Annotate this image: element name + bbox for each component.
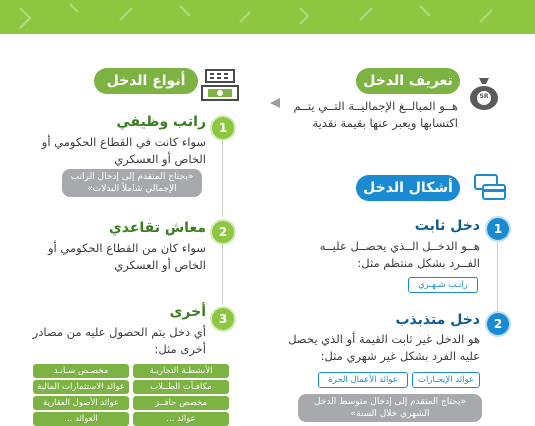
tag-partial-2: العوائد ... bbox=[33, 412, 129, 426]
tag-incentive-allowance: مخصص حافــز bbox=[133, 396, 229, 410]
salary-line-1: سواء كانت في القطاع الحكومي أو bbox=[41, 135, 206, 149]
other-line-2: أخرى مثل: bbox=[154, 342, 206, 356]
header-pattern bbox=[0, 0, 535, 34]
fixed-income-line-2: الفــرد بشكل منتظم مثل: bbox=[357, 256, 480, 270]
currency-label: SR bbox=[479, 93, 489, 100]
cash-register-icon bbox=[200, 68, 240, 104]
salary-line-2: الخاص أو العسكري bbox=[114, 152, 206, 166]
types-title: أنواع الدخل bbox=[94, 68, 198, 94]
definition-line-2: اكتسابها ويعبر عنها بقيمة نقدية bbox=[312, 116, 458, 130]
divider bbox=[222, 141, 223, 217]
variable-income-line-1: هو الدخل غير ثابت القيمة أو الذي يحصل bbox=[288, 332, 480, 346]
fixed-income-title: دخل ثابت bbox=[414, 218, 480, 234]
divider bbox=[222, 245, 223, 305]
salary-title: راتب وظيفي bbox=[116, 114, 206, 130]
definition-line-1: هــو المبالــغ الإجماليــة التــي يتــم bbox=[293, 99, 458, 113]
definition-title: تعريف الدخل bbox=[356, 68, 460, 94]
divider bbox=[497, 242, 498, 312]
other-line-1: أي دخل يتم الحصول عليه من مصادر bbox=[32, 325, 206, 339]
tag-rental-returns: عوائد الإيجـارات bbox=[412, 372, 480, 388]
tag-investment-returns: عوائد الاستثمارات المالية bbox=[33, 380, 129, 394]
variable-income-line-2: عليه الفرد بشكل غير شهري مثل: bbox=[320, 349, 480, 363]
note-line-2: الإجمالي شاملاً البدلات» bbox=[87, 184, 177, 194]
number-badge: 1 bbox=[487, 218, 509, 240]
tag-partial-1: عوائد ... bbox=[133, 412, 229, 426]
note-line-1: «يحتاج المتقدم إلى إدخال الراتب bbox=[70, 172, 194, 182]
pension-title: معاش تقاعدي bbox=[108, 220, 206, 236]
other-title: أخرى bbox=[169, 304, 206, 320]
tag-monthly-salary: راتـب شـهـري bbox=[408, 277, 478, 293]
cards-icon bbox=[473, 173, 509, 203]
variable-income-title: دخل متذبذب bbox=[395, 312, 480, 328]
fixed-income-line-1: هــو الدخــل الــذي يحصــل عليــه bbox=[319, 239, 480, 253]
tag-freelance-returns: عوائد الأعمال الحرة bbox=[318, 372, 408, 388]
number-badge: 3 bbox=[212, 308, 234, 330]
number-badge: 1 bbox=[212, 117, 234, 139]
number-badge: 2 bbox=[487, 313, 509, 335]
salary-note bbox=[62, 169, 202, 197]
tag-business-activities: الأنشطـة التجاريـة bbox=[133, 364, 229, 378]
tag-support-allowance: مخصـص سـانـد bbox=[33, 364, 129, 378]
forms-title: أشكال الدخل bbox=[356, 175, 460, 201]
pension-line-1: سواء كان من القطاع الحكومي أو bbox=[47, 241, 206, 255]
tag-student-rewards: مكافـآت الطــلاب bbox=[133, 380, 229, 394]
pension-line-2: الخاص أو العسكري bbox=[114, 258, 206, 272]
note-line-1: «يحتاج المتقدم إلى إدخال متوسط الدخل bbox=[313, 397, 467, 407]
variable-income-note bbox=[298, 394, 482, 422]
tag-real-estate-returns: عوائد الأصول العقارية bbox=[33, 396, 129, 410]
note-line-2: الشهري خلال السنة» bbox=[350, 409, 430, 419]
number-badge: 2 bbox=[212, 221, 234, 243]
